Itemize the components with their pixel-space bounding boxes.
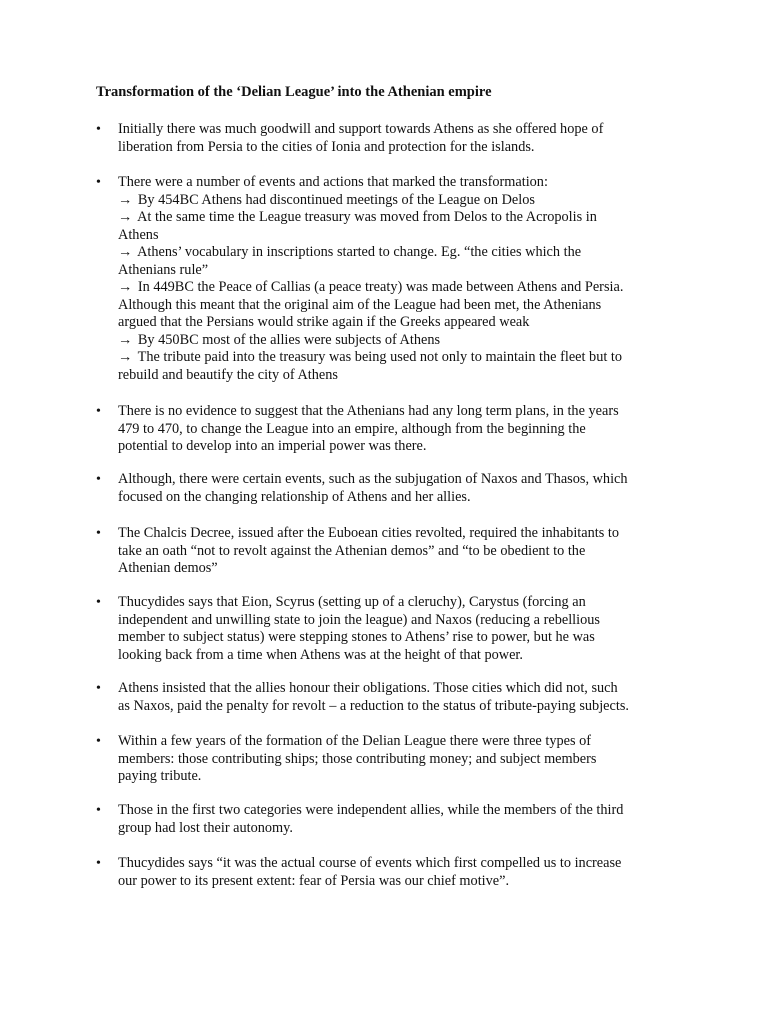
text-line: There is no evidence to suggest that the Athenians had any long term plans, in the years — [118, 403, 619, 419]
text-line: member to subject status) were stepping stones to Athens’ rise to power, but he was — [118, 629, 595, 645]
bullet-icon: • — [96, 856, 101, 871]
bullet-item-chalcis-decree — [96, 525, 696, 578]
text-line: Athens insisted that the allies honour their obligations. Those cities which did not, such — [118, 680, 618, 696]
arrow-line-text: By 454BC Athens had discontinued meetings of the League on Delos — [137, 191, 535, 208]
bullet-item-no-evidence — [96, 403, 696, 456]
arrow-line — [118, 209, 696, 227]
text-line: looking back from a time when Athens was at the height of that power. — [118, 646, 523, 663]
bullet-icon: • — [96, 681, 101, 696]
bullet-text — [118, 802, 696, 837]
text-line: Athenians rule” — [118, 261, 209, 278]
text-line: potential to develop into an imperial power was there. — [118, 438, 427, 454]
bullet-text — [118, 403, 696, 456]
text-line: Within a few years of the formation of the Delian League there were three types of — [118, 733, 592, 749]
text-line: focused on the changing relationship of Athens and her allies. — [118, 488, 471, 505]
arrow-line — [118, 279, 696, 297]
bullet-text — [118, 174, 696, 384]
bullet-item-obligations — [96, 680, 696, 715]
text-line: rebuild and beautify the city of Athens — [118, 366, 338, 383]
bullet-icon: • — [96, 803, 101, 818]
text-line: Thucydides says that Eion, Scyrus (setting up of a cleruchy), Carystus (forcing an — [118, 594, 586, 610]
bullet-icon: • — [96, 526, 101, 541]
arrow-line — [118, 244, 696, 262]
bullet-text — [118, 855, 696, 890]
text-line: The Chalcis Decree, issued after the Euboean cities revolted, required the inhabitants to — [118, 525, 619, 541]
text-line: Initially there was much goodwill and support towards Athens as she offered hope of — [118, 121, 604, 137]
text-line: as Naxos, paid the penalty for revolt – a reduction to the status of tribute-paying subjects. — [118, 697, 629, 714]
bullet-item-goodwill — [96, 121, 696, 156]
text-line: take an oath “not to revolt against the Athenian demos” and “to be obedient to the — [118, 542, 586, 559]
text-line: There were a number of events and actions that marked the transformation: — [118, 174, 548, 190]
bullet-icon: • — [96, 404, 101, 419]
text-line: Although this meant that the original aim of the League had been met, the Athenians — [118, 296, 602, 313]
text-line: independent and unwilling state to join the league) and Naxos (reducing a rebellious — [118, 611, 600, 628]
arrow-icon: → — [118, 191, 133, 208]
arrow-line — [118, 192, 696, 210]
text-line: members: those contributing ships; those contributing money; and subject members — [118, 750, 597, 767]
arrow-line-text: Athens’ vocabulary in inscriptions started to change. Eg. “the cities which the — [137, 244, 582, 260]
bullet-icon: • — [96, 734, 101, 749]
bullet-icon: • — [96, 472, 101, 487]
text-line: Although, there were certain events, such as the subjugation of Naxos and Thasos, which — [118, 471, 628, 487]
text-line: 479 to 470, to change the League into an empire, although from the beginning the — [118, 420, 586, 437]
bullet-item-thucydides-quote — [96, 855, 696, 890]
arrow-line-text: The tribute paid into the treasury was being used not only to maintain the fleet but to — [137, 349, 623, 365]
text-line: Athenian demos” — [118, 560, 218, 576]
bullet-icon: • — [96, 175, 101, 190]
bullet-text — [118, 525, 696, 578]
bullet-text — [118, 680, 696, 715]
text-line: Athens — [118, 226, 159, 243]
bullet-text — [118, 594, 696, 664]
bullet-icon: • — [96, 595, 101, 610]
bullet-item-naxos-thasos — [96, 471, 696, 506]
text-line: Thucydides says “it was the actual course of events which first compelled us to increase — [118, 855, 622, 871]
text-line: group had lost their autonomy. — [118, 819, 293, 836]
bullet-icon: • — [96, 122, 101, 137]
bullet-item-independent-allies — [96, 802, 696, 837]
arrow-icon: → — [118, 209, 133, 225]
arrow-icon: → — [118, 279, 133, 295]
arrow-icon: → — [118, 331, 133, 348]
arrow-line-text: At the same time the League treasury was moved from Delos to the Acropolis in — [137, 209, 597, 225]
bullet-text — [118, 471, 696, 506]
text-line: our power to its present extent: fear of Persia was our chief motive”. — [118, 872, 510, 889]
bullet-text — [118, 733, 696, 786]
text-line: liberation from Persia to the cities of Ionia and protection for the islands. — [118, 138, 535, 155]
arrow-line — [118, 332, 696, 350]
text-line: Those in the first two categories were independent allies, while the members of the third — [118, 802, 624, 818]
text-line: paying tribute. — [118, 768, 202, 784]
bullet-item-transformation-events — [96, 174, 696, 384]
arrow-line-text: In 449BC the Peace of Callias (a peace treaty) was made between Athens and Persia. — [137, 279, 624, 295]
arrow-line-text: By 450BC most of the allies were subjects of Athens — [137, 331, 441, 348]
bullet-item-thucydides-stepping-stones — [96, 594, 696, 664]
text-line: argued that the Persians would strike again if the Greeks appeared weak — [118, 314, 530, 330]
arrow-icon: → — [118, 244, 133, 260]
arrow-icon: → — [118, 349, 133, 365]
bullet-item-member-types — [96, 733, 696, 786]
arrow-line — [118, 349, 696, 367]
bullet-text — [118, 121, 696, 156]
document-title: Transformation of the ‘Delian League’ into the Athenian empire — [96, 84, 492, 100]
